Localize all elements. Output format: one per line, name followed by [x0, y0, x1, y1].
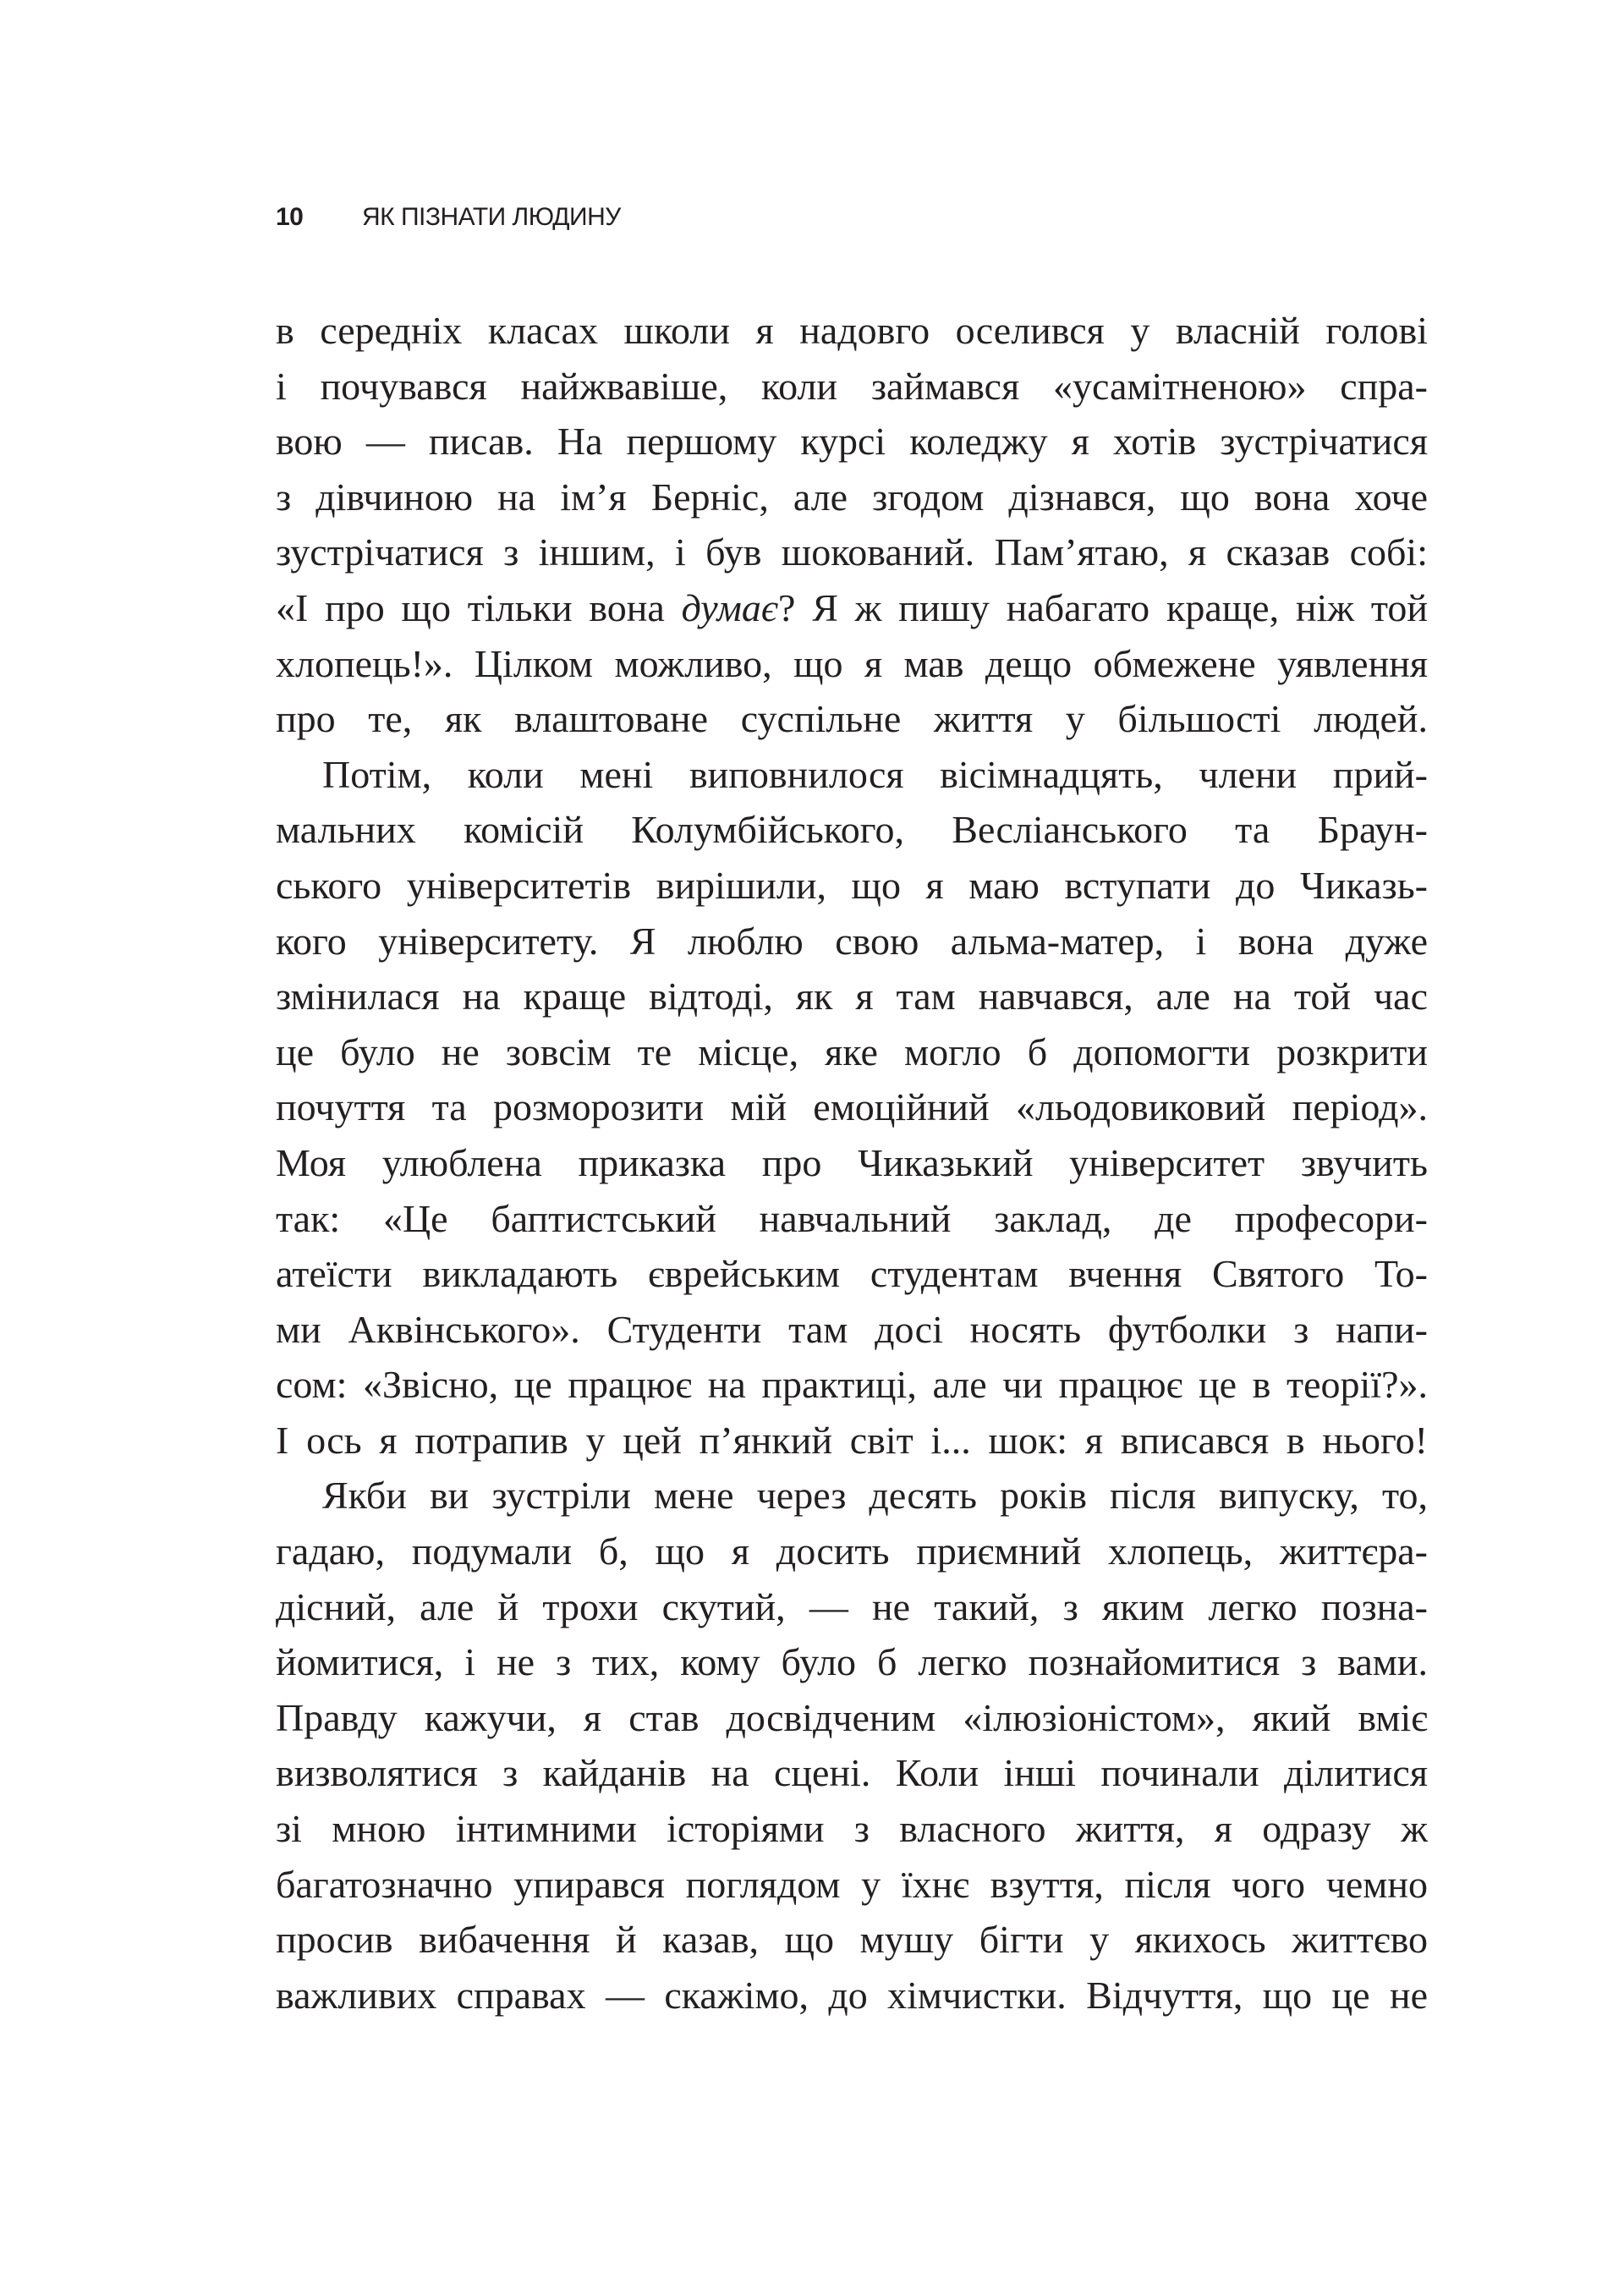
body-text — [276, 303, 1428, 2023]
text-line: кого університету. Я люблю свою альма-матер, і вона дуже — [276, 919, 1428, 963]
text-line: змінилася на краще відтоді, як я там навчався, але на той час — [276, 975, 1428, 1018]
text-line: атеїсти викладають єврейським студентам вчення Святого То- — [276, 1252, 1428, 1296]
text-line: це було не зовсім те місце, яке могло б допомогти розкрити — [276, 1029, 1428, 1073]
text-line: в середніх класах школи я надовго оселився у власній голові — [276, 309, 1428, 352]
text-line: ми Аквінського». Студенти там досі носять футболки з напи- — [276, 1307, 1428, 1351]
text-line: так: «Це баптистський навчальний заклад, де професори- — [276, 1196, 1428, 1240]
text-line: з дівчиною на ім’я Берніс, але згодом дізнався, що вона хоче — [276, 475, 1428, 519]
text-line: просив вибачення й казав, що мушу бігти у якихось життєво — [276, 1918, 1428, 1962]
text-line: про те, як влаштоване суспільне життя у більшості людей. — [276, 697, 1428, 741]
text-line: багатозначно упирався поглядом у їхнє взуття, після чого чемно — [276, 1862, 1428, 1906]
text-line: визволятися з кайданів на сцені. Коли інші починали ділитися — [276, 1751, 1428, 1795]
text-line: сом: «Звісно, це працює на практиці, але чи працює це в теорії?». — [276, 1363, 1428, 1407]
italic-emphasis: думає — [681, 585, 778, 629]
text-line: Якби ви зустріли мене через десять років після випуску, то, — [322, 1474, 1428, 1518]
text-line: Потім, коли мені виповнилося вісімнадцять, члени прий- — [322, 752, 1428, 796]
text-line: важливих справах — скажімо, до хімчистки. Відчуття, що це не — [276, 1973, 1428, 2017]
text-line: йомитися, і не з тих, кому було б легко познайомитися з вами. — [276, 1640, 1428, 1684]
text-line: і почувався найжвавіше, коли займався «усамітненою» спра- — [276, 364, 1428, 408]
text-line: мальних комісій Колумбійського, Весліанського та Браун- — [276, 808, 1428, 852]
running-title: ЯК ПІЗНАТИ ЛЮДИНУ — [362, 203, 621, 231]
page-number: 10 — [276, 203, 304, 231]
text-segment: «І про що тільки вона — [276, 585, 682, 629]
text-line — [276, 580, 1428, 636]
text-line: дісний, але й трохи скутий, — не такий, з яким легко позна- — [276, 1584, 1428, 1628]
text-line: зустрічатися з іншим, і був шокований. Пам’ятаю, я сказав собі: — [276, 530, 1428, 574]
text-line: І ось я потрапив у цей п’янкий світ і... шок: я вписався в нього! — [276, 1418, 1428, 1462]
text-line: вою — писав. На першому курсі коледжу я хотів зустрічатися — [276, 420, 1428, 464]
text-line: ського університетів вирішили, що я маю вступати до Чиказь- — [276, 863, 1428, 907]
text-line: Правду кажучи, я став досвідченим «ілюзіоністом», який вміє — [276, 1695, 1428, 1739]
text-segment: ? Я ж пишу набагато краще, ніж той — [777, 585, 1428, 629]
text-line: Моя улюблена приказка про Чиказький університет звучить — [276, 1140, 1428, 1184]
text-line: почуття та розморозити мій емоційний «льодовиковий період». — [276, 1085, 1428, 1129]
text-line: гадаю, подумали б, що я досить приємний хлопець, життєра- — [276, 1529, 1428, 1573]
text-line: хлопець!». Цілком можливо, що я мав дещо обмежене уявлення — [276, 641, 1428, 685]
text-line: зі мною інтимними історіями з власного життя, я одразу ж — [276, 1807, 1428, 1851]
